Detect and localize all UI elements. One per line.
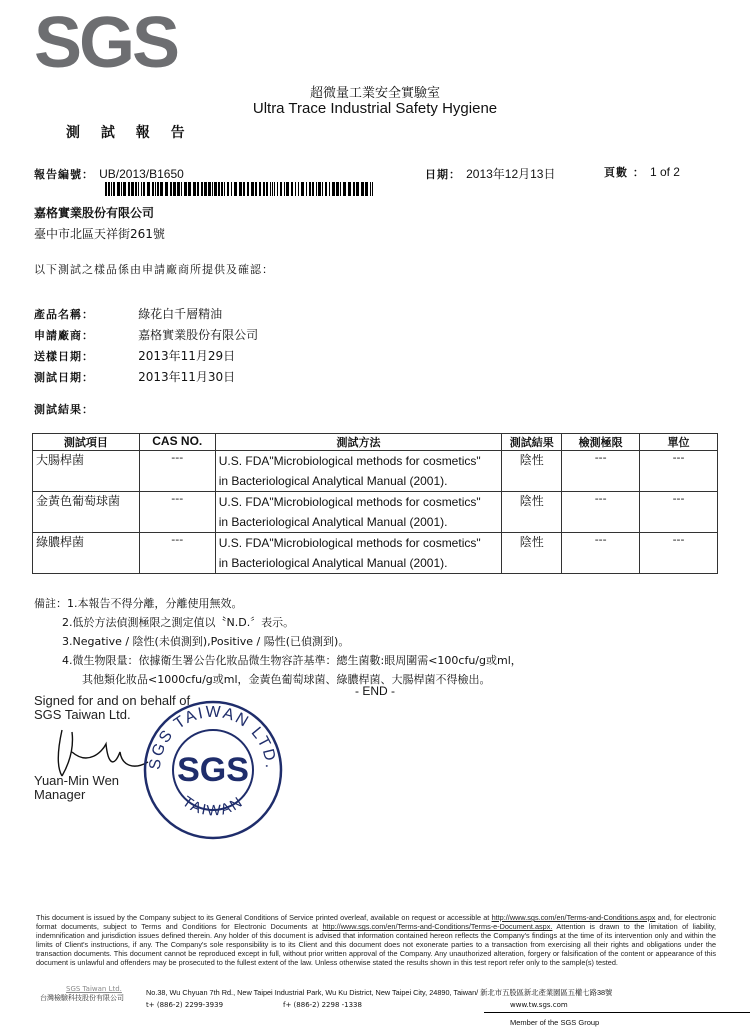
cell-unit: --- bbox=[640, 492, 718, 533]
barcode-bar bbox=[138, 182, 139, 196]
cell-item: 金黃色葡萄球菌 bbox=[33, 492, 140, 533]
lab-name-en: Ultra Trace Industrial Safety Hygiene bbox=[252, 100, 498, 117]
method-line-1: U.S. FDA"Microbiological methods for cosmetics" bbox=[218, 536, 481, 550]
table-row bbox=[33, 533, 718, 574]
barcode-bar bbox=[239, 182, 242, 196]
logo-text: SGS bbox=[34, 3, 178, 83]
barcode-bar bbox=[356, 182, 359, 196]
barcode-bar bbox=[227, 182, 229, 196]
report-date: 2013年12月13日 bbox=[466, 167, 556, 181]
page-count-label: 頁數 ： bbox=[604, 166, 645, 179]
page-count: 1 of 2 bbox=[649, 165, 680, 179]
barcode-bar bbox=[177, 182, 180, 196]
company-stamp bbox=[138, 692, 288, 842]
cell-item: 綠膿桿菌 bbox=[33, 533, 140, 574]
barcode-bar bbox=[224, 182, 225, 196]
barcode-bar bbox=[361, 182, 364, 196]
barcode-bar bbox=[277, 182, 278, 196]
signed-line-2: SGS Taiwan Ltd. bbox=[34, 707, 131, 722]
results-table bbox=[32, 433, 718, 574]
barcode-bar bbox=[188, 182, 191, 196]
barcode-bar bbox=[340, 182, 341, 196]
barcode-bar bbox=[272, 182, 273, 196]
barcode-bar bbox=[218, 182, 220, 196]
stamp-center-text: SGS bbox=[177, 751, 249, 789]
col-header-method: 測試方法 bbox=[215, 434, 502, 451]
barcode-bar bbox=[212, 182, 213, 196]
barcode-bar bbox=[231, 182, 232, 196]
barcode-bar bbox=[329, 182, 330, 196]
barcode-bar bbox=[372, 182, 373, 196]
barcode-bar bbox=[306, 182, 307, 196]
note-2: 2.低於方法偵測極限之測定值以〝N.D.〞表示。 bbox=[62, 616, 295, 629]
barcode-bar bbox=[298, 182, 299, 196]
barcode-bar bbox=[243, 182, 245, 196]
cell-cas: --- bbox=[139, 492, 215, 533]
barcode-bar bbox=[113, 182, 115, 196]
cell-method bbox=[215, 451, 502, 492]
barcode-bar bbox=[280, 182, 282, 196]
barcode-bar bbox=[286, 182, 289, 196]
barcode-bar bbox=[353, 182, 355, 196]
product-label: 產品名稱： bbox=[34, 308, 94, 321]
col-header-limit: 檢測極限 bbox=[562, 434, 640, 451]
barcode-bar bbox=[184, 182, 187, 196]
applicant-label: 申請廠商： bbox=[34, 329, 94, 342]
page-count-row bbox=[604, 161, 680, 180]
notes bbox=[34, 594, 734, 689]
barcode-bar bbox=[259, 182, 261, 196]
footer-brand bbox=[40, 985, 124, 1003]
col-header-result: 測試結果 bbox=[502, 434, 562, 451]
cell-method bbox=[215, 533, 502, 574]
note-1: 備註：1.本報告不得分離，分離使用無效。 bbox=[34, 597, 243, 610]
tested-label: 測試日期： bbox=[34, 371, 94, 384]
barcode bbox=[105, 182, 375, 196]
table-row bbox=[33, 451, 718, 492]
sgs-logo bbox=[34, 3, 178, 83]
barcode-bar bbox=[284, 182, 285, 196]
report-title: 測 試 報 告 bbox=[66, 125, 193, 141]
footer-address: No.38, Wu Chyuan 7th Rd., New Taipei Industrial Park, Wu Ku District, New Taipei City, 24890, Taiwan/ 新北市五股區新北產業園區五權七路38號 bbox=[146, 988, 613, 997]
cell-method bbox=[215, 492, 502, 533]
report-number-label: 報告編號： bbox=[34, 168, 94, 181]
barcode-bar bbox=[318, 182, 321, 196]
footer-divider bbox=[484, 1012, 750, 1013]
footer-brand-en: SGS Taiwan Ltd. bbox=[66, 985, 122, 993]
cell-result: 陰性 bbox=[502, 451, 562, 492]
barcode-bar bbox=[201, 182, 203, 196]
cell-limit: --- bbox=[562, 533, 640, 574]
barcode-bar bbox=[173, 182, 176, 196]
method-line-1: U.S. FDA"Microbiological methods for cosmetics" bbox=[218, 454, 481, 468]
barcode-bar bbox=[181, 182, 182, 196]
barcode-bar bbox=[208, 182, 211, 196]
barcode-bar bbox=[309, 182, 311, 196]
barcode-bar bbox=[316, 182, 317, 196]
report-number: UB/2013/B1650 bbox=[99, 167, 184, 181]
barcode-bar bbox=[214, 182, 217, 196]
barcode-bar bbox=[263, 182, 265, 196]
barcode-bar bbox=[155, 182, 156, 196]
barcode-bar bbox=[301, 182, 304, 196]
barcode-bar bbox=[111, 182, 112, 196]
cell-unit: --- bbox=[640, 533, 718, 574]
barcode-bar bbox=[131, 182, 134, 196]
report-number-row bbox=[34, 163, 184, 182]
barcode-bar bbox=[105, 182, 107, 196]
barcode-bar bbox=[247, 182, 249, 196]
tested-row bbox=[34, 366, 235, 385]
barcode-bar bbox=[128, 182, 130, 196]
barcode-bar bbox=[234, 182, 237, 196]
barcode-bar bbox=[270, 182, 271, 196]
barcode-bar bbox=[121, 182, 122, 196]
cell-cas: --- bbox=[139, 533, 215, 574]
barcode-bar bbox=[123, 182, 126, 196]
barcode-bar bbox=[291, 182, 293, 196]
lab-name-zh: 超微量工業安全實驗室 bbox=[309, 86, 440, 101]
applicant-row bbox=[34, 324, 258, 343]
stamp-top-text: SGS TAIWAN LTD. bbox=[146, 703, 280, 771]
barcode-bar bbox=[336, 182, 339, 196]
col-header-item: 測試項目 bbox=[33, 434, 140, 451]
cell-result: 陰性 bbox=[502, 533, 562, 574]
method-line-2: in Bacteriological Analytical Manual (2001). bbox=[218, 515, 448, 529]
barcode-bar bbox=[152, 182, 154, 196]
method-line-2: in Bacteriological Analytical Manual (2001). bbox=[218, 474, 448, 488]
col-header-cas: CAS NO. bbox=[139, 434, 215, 451]
cell-item: 大腸桿菌 bbox=[33, 451, 140, 492]
footer-tel: t+ (886-2) 2299-3939 bbox=[146, 1001, 224, 1009]
barcode-bar bbox=[157, 182, 159, 196]
product-row bbox=[34, 303, 222, 322]
intro-text: 以下測試之樣品係由申請廠商所提供及確認： bbox=[34, 263, 274, 276]
footer-brand-zh: 台灣檢驗科技股份有限公司 bbox=[40, 994, 124, 1002]
barcode-bar bbox=[165, 182, 168, 196]
end-marker: - END - bbox=[355, 684, 395, 698]
signer bbox=[34, 774, 119, 802]
note-4: 4.微生物限量：依據衛生署公告化妝品微生物容許基準：總生菌數:眼周圍需<100cfu/g或ml， bbox=[62, 654, 522, 667]
received-row bbox=[34, 345, 235, 364]
report-date-label: 日期： bbox=[425, 168, 461, 181]
method-line-2: in Bacteriological Analytical Manual (2001). bbox=[218, 556, 448, 570]
barcode-bar bbox=[322, 182, 323, 196]
cell-limit: --- bbox=[562, 451, 640, 492]
applicant-name: 嘉格實業股份有限公司 bbox=[138, 328, 259, 342]
barcode-bar bbox=[348, 182, 351, 196]
barcode-bar bbox=[147, 182, 150, 196]
stamp-bottom-text: TAIWAN bbox=[179, 792, 247, 820]
table-header-row bbox=[33, 434, 718, 451]
signer-name: Yuan-Min Wen bbox=[34, 773, 120, 788]
barcode-bar bbox=[325, 182, 327, 196]
product-name: 綠花白千層精油 bbox=[138, 307, 223, 321]
received-label: 送樣日期： bbox=[34, 350, 94, 363]
barcode-bar bbox=[274, 182, 275, 196]
barcode-bar bbox=[170, 182, 172, 196]
barcode-bar bbox=[332, 182, 335, 196]
member-of-sgs: Member of the SGS Group bbox=[510, 1018, 600, 1027]
barcode-bar bbox=[204, 182, 207, 196]
signer-title: Manager bbox=[34, 787, 86, 802]
footer-fax: f+ (886-2) 2298 -1338 bbox=[283, 1001, 362, 1009]
svg-text:TAIWAN bbox=[179, 793, 247, 820]
tested-date: 2013年11月30日 bbox=[138, 370, 236, 384]
disclaimer-text-1: This document is issued by the Company subject to its General Conditions of Service printed overleaf, available on request or accessible at bbox=[36, 913, 492, 922]
barcode-bar bbox=[251, 182, 254, 196]
barcode-bar bbox=[117, 182, 120, 196]
col-header-unit: 單位 bbox=[640, 434, 718, 451]
note-4-cont: 其他類化妝品<1000cfu/g或ml，金黃色葡萄球菌、綠膿桿菌、大腸桿菌不得檢出。 bbox=[82, 673, 491, 686]
barcode-bar bbox=[312, 182, 314, 196]
barcode-bar bbox=[197, 182, 199, 196]
disclaimer bbox=[36, 913, 716, 968]
barcode-bar bbox=[365, 182, 368, 196]
barcode-bar bbox=[143, 182, 145, 196]
table-row bbox=[33, 492, 718, 533]
barcode-bar bbox=[370, 182, 371, 196]
cell-result: 陰性 bbox=[502, 492, 562, 533]
barcode-bar bbox=[266, 182, 268, 196]
barcode-bar bbox=[141, 182, 142, 196]
barcode-bar bbox=[295, 182, 296, 196]
barcode-bar bbox=[135, 182, 137, 196]
results-label: 測試結果： bbox=[34, 403, 94, 416]
barcode-bar bbox=[193, 182, 196, 196]
footer-web: www.tw.sgs.com bbox=[510, 1001, 568, 1009]
barcode-bar bbox=[160, 182, 163, 196]
cell-unit: --- bbox=[640, 451, 718, 492]
disclaimer-text-3: Attention is drawn to the limitation of liability, indemnification and jurisdiction issues defined therein. Any holder of this document is advised that information contained hereon reflects the Company's findings at the time of its intervention only and within the limits of Client's instructions, if any. The Company's sole responsibility is to its Client and this document does not exonerate parties to a transaction from exercising all their rights and obligations under the transaction documents. This document cannot be reproduced except in full, without prior written approval of the Company. Any unauthorized alteration, forgery or falsification of the content or appearance of this document is unlawful and offenders may be prosecuted to the fullest extent of the law. Unless otherwise stated the results shown in this test report refer only to the sample(s) tested. bbox=[36, 922, 716, 968]
cell-limit: --- bbox=[562, 492, 640, 533]
client-address: 臺中市北區天祥街261號 bbox=[34, 227, 165, 241]
received-date: 2013年11月29日 bbox=[138, 349, 236, 363]
method-line-1: U.S. FDA"Microbiological methods for cosmetics" bbox=[218, 495, 481, 509]
signed-line-1: Signed for and on behalf of bbox=[34, 693, 191, 708]
barcode-bar bbox=[255, 182, 257, 196]
barcode-bar bbox=[108, 182, 110, 196]
barcode-bar bbox=[343, 182, 346, 196]
client-company: 嘉格實業股份有限公司 bbox=[34, 206, 155, 220]
terms-link[interactable]: http://www.sgs.com/en/Terms-and-Conditions.aspx bbox=[491, 913, 656, 922]
disclaimer-text-2: and, for electronic format documents, subject to Terms and Conditions for Electronic Documents at bbox=[36, 913, 716, 932]
note-3: 3.Negative / 陰性(未偵測到),Positive / 陽性(已偵測到)。 bbox=[62, 635, 350, 648]
barcode-bar bbox=[221, 182, 223, 196]
e-document-terms-link[interactable]: http://www.sgs.com/en/Terms-and-Conditions/Terms-e-Document.aspx. bbox=[322, 922, 553, 932]
report-date-row bbox=[425, 163, 556, 182]
cell-cas: --- bbox=[139, 451, 215, 492]
